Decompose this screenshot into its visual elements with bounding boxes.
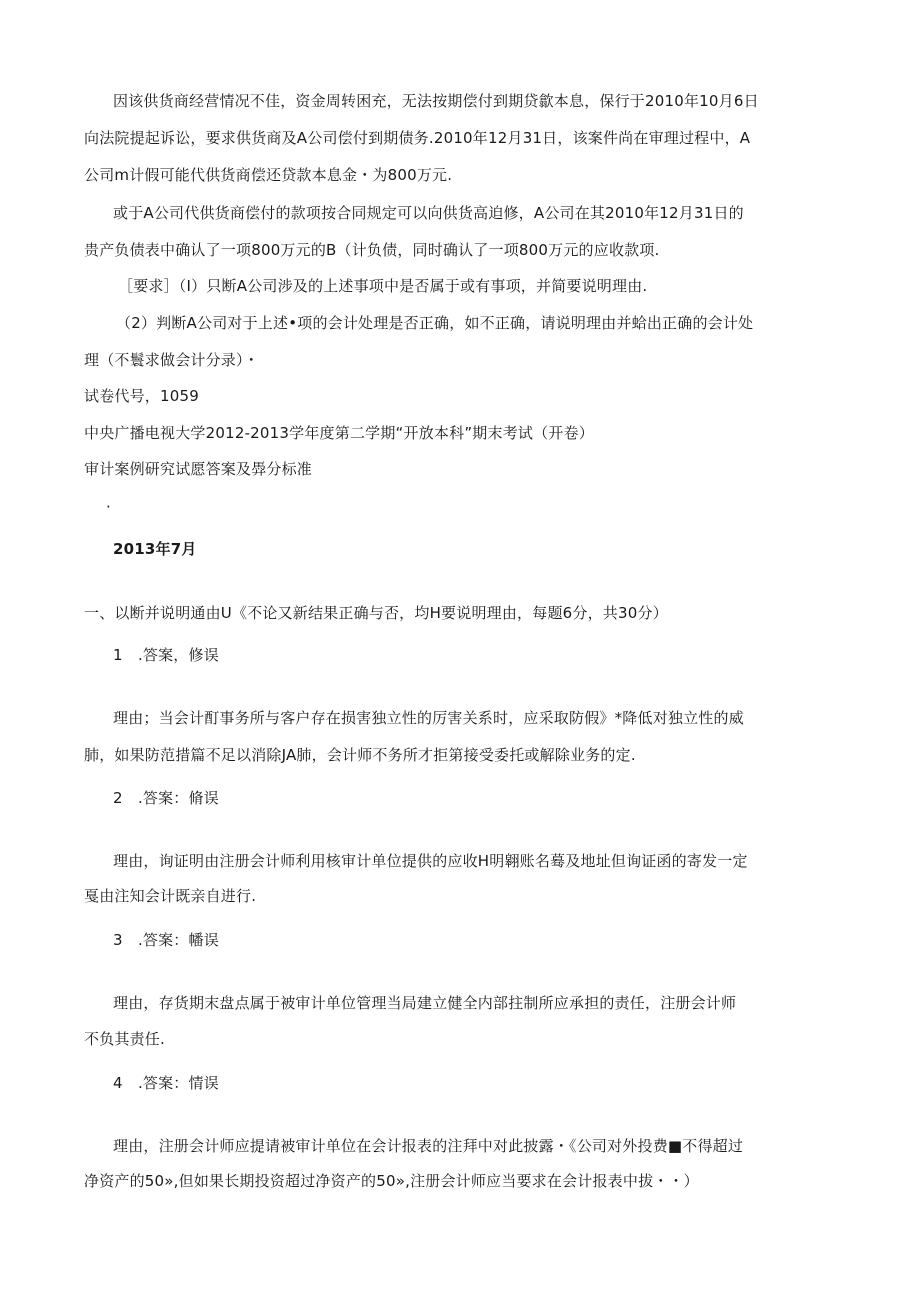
item2-reason-line2: 戛由注知会计既亲自进行.	[84, 887, 257, 905]
requirement-1: ［要求］（I）只断A公司涉及的上述事项中是否属于或有事项，并简要说明理由.	[118, 277, 648, 295]
section1-heading: 一、以断并说明通由U《不论又新结果正确与否，均H要说明理由，每题6分，共30分）	[84, 604, 668, 622]
exam-date: 2013年7月	[113, 540, 197, 558]
item3-reason-line2: 不负其责任.	[84, 1030, 165, 1048]
item2-reason-line1: 理由，询证明由注册会计师利用核审计单位提供的应收H明翱账名蓦及地址但询证函的寄发一定	[113, 852, 748, 870]
university-title: 中央广播电视大学2012-2013学年度第二学期“开放本科”期末考试（开卷）	[84, 424, 594, 442]
item4-answer: 4 .答案：情误	[113, 1074, 219, 1092]
item1-answer: 1 .答案，修误	[113, 646, 219, 664]
item4-reason-line1: 理由，注册会计师应提请被审计单位在会计报表的注拜中对此披露・《公司对外投费■不得超过	[113, 1137, 744, 1155]
item1-reason-line2: 肺，如果防范措篇不足以消除JA肺，会计师不务所才拒第接受委托或解除业务的定.	[84, 746, 636, 764]
item2-answer: 2 .答案：脩误	[113, 789, 219, 807]
item3-answer: 3 .答案：幡误	[113, 931, 219, 949]
item4-reason-line2: 净资产的50»,但如果长期投资超过净资产的50»,注册会计师应当要求在会计报表中拔・・）	[84, 1172, 699, 1190]
item1-reason-line1: 理由；当会计酊事务所与客户存在损害独立性的厉害关系时，应采取防假》*降低对独立性的威	[113, 709, 744, 727]
requirement-2-line1: （2）判断A公司对于上述•项的会计处理是否正确，如不正确，请说明理由并蛤出正确的会计处	[116, 314, 754, 332]
exam-code: 试卷代号，1059	[84, 387, 199, 405]
paragraph1-line1: 因该供货商经营情况不佳，资金周转困充，无法按期偿付到期贷歙本息，保行于2010年10月6日	[113, 92, 759, 110]
paragraph1-line3: 公司m计假可能代供货商偿还贷款本息金・为800万元.	[84, 166, 453, 184]
item3-reason-line1: 理由，存货期末盘点属于被审计单位管理当局建立健全内部拄制所应承担的责任，注册会计师	[113, 994, 737, 1012]
paragraph1-line2: 向法院提起诉讼，要求供货商及A公司偿付到期债务.2010年12月31日，该案件尚在审理过程中，A	[84, 129, 751, 147]
requirement-2-line2: 理（不鬟求做会计分录）・	[84, 351, 259, 369]
course-title: 审计案例研究试愿答案及馵分标准	[84, 460, 313, 478]
paragraph2-line1: 或于A公司代供货商偿付的款项按合同规定可以向供货高迫修，A公司在其2010年12月31日的	[113, 204, 744, 222]
paragraph2-line2: 贵产负债表中确认了一项800万元的B（计负债，同时确认了一项800万元的应收款项.	[84, 241, 660, 259]
dot-mark: ·	[106, 498, 111, 516]
